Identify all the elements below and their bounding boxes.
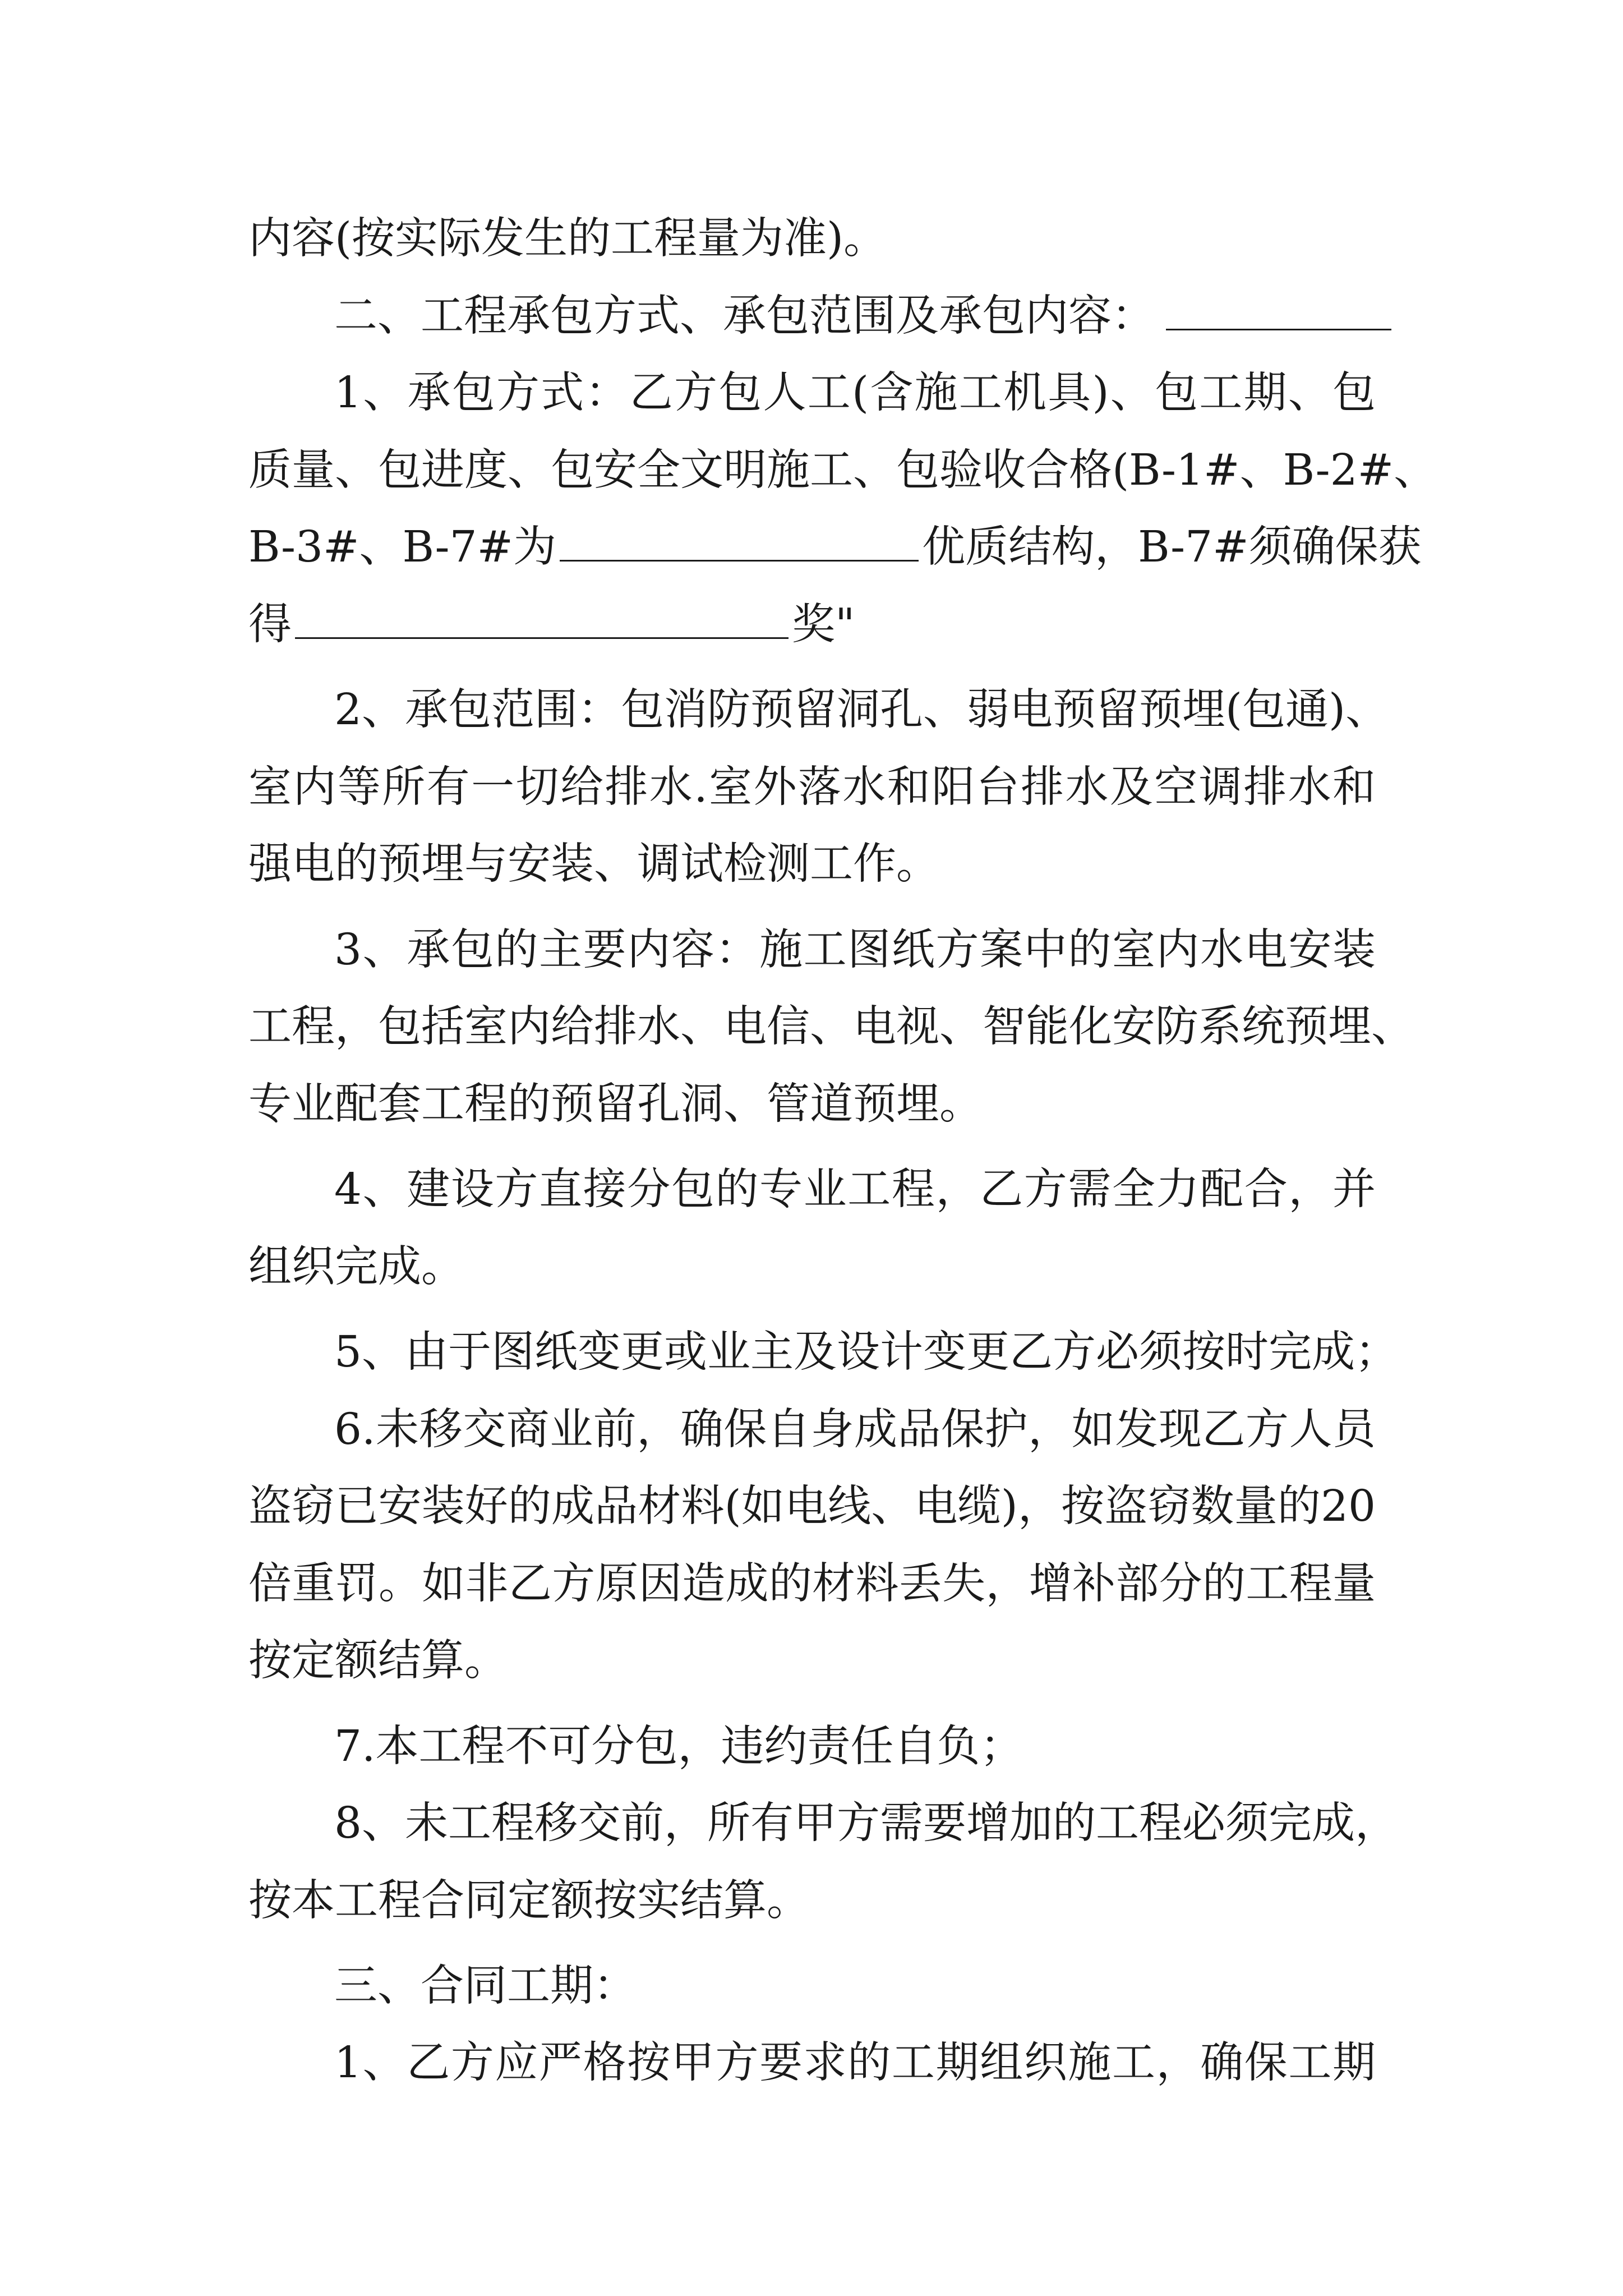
line-text: 倍重罚。如非乙方原因造成的材料丢失，增补部分的工程量 [248,1559,1376,1609]
text-line [248,1870,1376,1932]
line-text: 7.本工程不可分包，违约责任自负； [334,1722,1023,1772]
text-line [334,1715,1376,1778]
text-line [248,439,1437,502]
text-line [334,1321,1398,1384]
text-line [334,1398,1376,1461]
line-text: 得 [248,600,292,650]
text-line [334,1158,1376,1221]
section-heading [334,1955,1376,2018]
line-text: 2、承包范围：包消防预留洞孔、弱电预留预埋(包通)、 [334,685,1389,735]
fill-in-blank [295,602,789,639]
line-text: 4、建设方直接分包的专业工程，乙方需全力配合，并 [334,1165,1376,1214]
line-text: 6.未移交商业前，确保自身成品保护，如发现乙方人员 [334,1405,1376,1455]
text-line [248,593,1376,656]
line-text: 奖" [792,600,855,650]
line-text: 二、工程承包方式、承包范围及承包内容： [334,291,1155,341]
line-text: 1、乙方应严格按甲方要求的工期组织施工，确保工期 [334,2038,1376,2088]
line-text: 3、承包的主要内容：施工图纸方案中的室内水电安装 [334,925,1376,975]
line-text: 按定额结算。 [248,1636,508,1686]
text-line [334,2032,1376,2095]
line-text: 质量、包进度、包安全文明施工、包验收合格(B-1#、B-2#、 [248,445,1437,495]
text-line [248,1553,1376,1616]
text-line [334,1792,1398,1855]
line-text: 三、合同工期： [334,1961,637,2011]
text-line [248,1475,1376,1538]
line-text: 组织完成。 [248,1242,464,1292]
section-heading [334,285,1376,348]
text-line [248,833,1376,896]
line-text: 内容(按实际发生的工程量为准)。 [248,214,887,264]
text-line [248,1236,1376,1299]
text-line [248,1630,1376,1692]
line-text: 专业配套工程的预留孔洞、管道预埋。 [248,1079,983,1129]
line-text: 强电的预埋与安装、调试检测工作。 [248,839,939,889]
line-text: 按本工程合同定额按实结算。 [248,1876,810,1926]
line-text: B-3#、B-7#为 [248,522,557,572]
fill-in-blank [560,525,919,562]
text-line [248,516,1422,579]
line-text: 8、未工程移交前，所有甲方需要增加的工程必须完成， [334,1798,1398,1848]
line-text: 盗窃已安装好的成品材料(如电线、电缆)，按盗窃数量的20 [248,1481,1376,1531]
line-text: 优质结构，B-7#须确保获 [922,522,1422,572]
text-line [248,208,1376,270]
text-line [334,362,1376,425]
line-text: 室内等所有一切给排水.室外落水和阳台排水及空调排水和 [248,762,1376,812]
text-line [248,756,1376,819]
line-text: 5、由于图纸变更或业主及设计变更乙方必须按时完成； [334,1327,1398,1377]
text-line [248,996,1414,1059]
text-line [248,1073,1376,1136]
text-line [334,919,1376,982]
line-text: 工程，包括室内给排水、电信、电视、智能化安防系统预埋、 [248,1002,1414,1052]
text-line [334,679,1389,742]
line-text: 1、承包方式：乙方包人工(含施工机具)、包工期、包 [334,368,1376,418]
fill-in-blank [1166,294,1391,330]
